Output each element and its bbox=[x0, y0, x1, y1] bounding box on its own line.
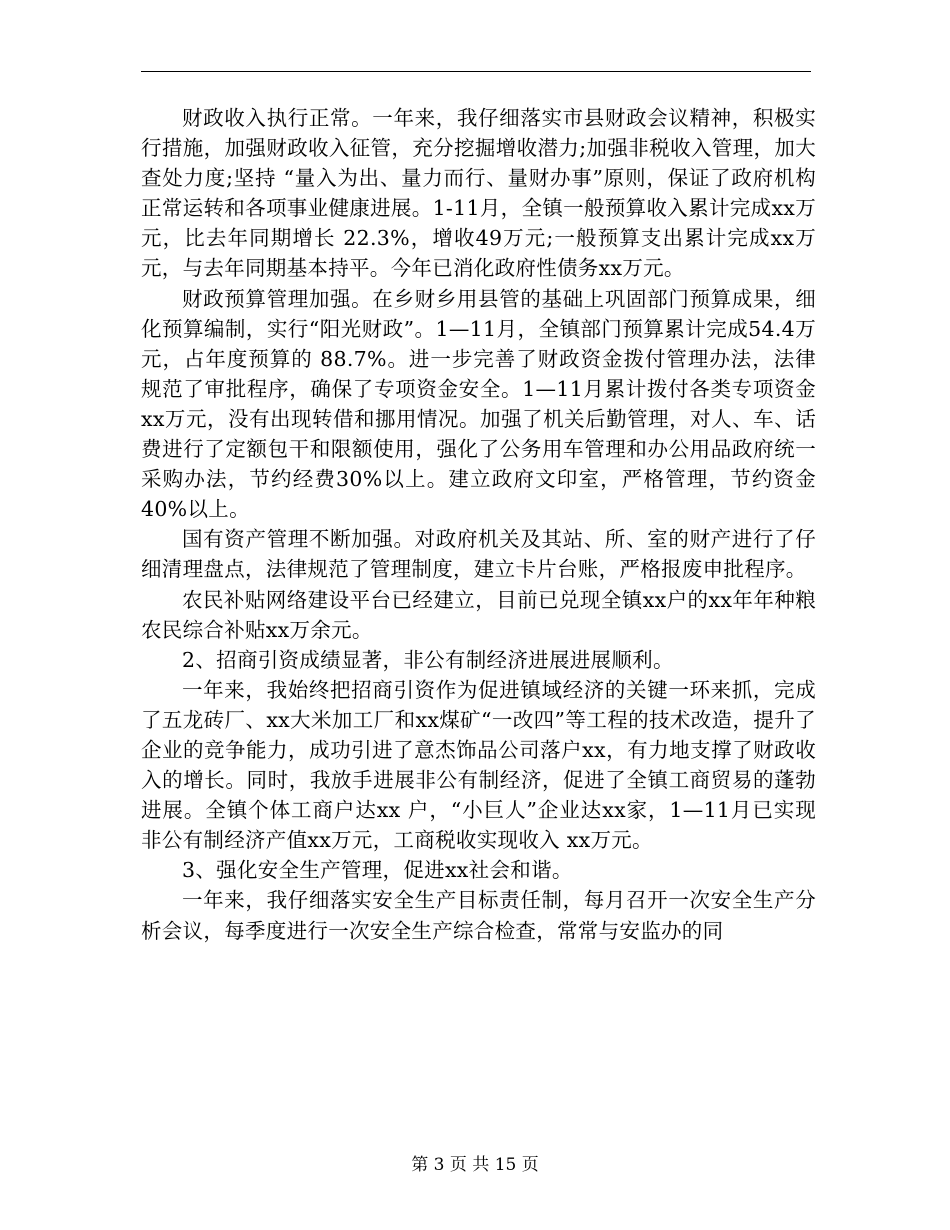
paragraph-investment: 一年来，我始终把招商引资作为促进镇域经济的关键一环来抓，完成了五龙砖厂、xx大米加工厂和xx煤矿“一改四”等工程的技术改造，提升了企业的竞争能力，成功引进了意杰饰品公司落户xx，有力地支撑了财政收入的增长。同时，我放手进展非公有制经济，促进了全镇工商贸易的蓬勃进展。全镇个体工商户达xx 户，“小巨人”企业达xx家，1—11月已实现非公有制经济产值xx万元，工商税收实现收入 xx万元。 bbox=[141, 677, 816, 853]
section-heading-investment: 2、招商引资成绩显著，非公有制经济进展进展顺利。 bbox=[182, 647, 674, 672]
paragraph-budget-management: 财政预算管理加强。在乡财乡用县管的基础上巩固部门预算成果，细化预算编制，实行“阳光财政”。1—11月，全镇部门预算累计完成54.4万元，占年度预算的 88.7%。进一步完善了财政资金拨付管理办法，法律规范了审批程序，确保了专项资金安全。1—11月累计拨付各类专项资金xx万元，没有出现转借和挪用情况。加强了机关后勤管理，对人、车、话费进行了定额包干和限额使用，强化了公务用车管理和办公用品政府统一采购办法，节约经费30%以上。建立政府文印室，严格管理，节约资金40%以上。 bbox=[141, 286, 816, 522]
page-number-footer: 第 3 页 共 15 页 bbox=[411, 1155, 539, 1175]
section-heading-safety: 3、强化安全生产管理，促进xx社会和谐。 bbox=[182, 858, 573, 883]
paragraph-state-assets: 国有资产管理不断加强。对政府机关及其站、所、室的财产进行了仔细清理盘点，法律规范了管理制度，建立卡片台账，严格报废申批程序。 bbox=[141, 527, 816, 582]
document-body bbox=[141, 103, 816, 946]
paragraph-safety: 一年来，我仔细落实安全生产目标责任制，每月召开一次安全生产分析会议，每季度进行一次安全生产综合检查，常常与安监办的同 bbox=[141, 888, 816, 943]
paragraph-farmer-subsidy: 农民补贴网络建设平台已经建立，目前已兑现全镇xx户的xx年年种粮农民综合补贴xx万余元。 bbox=[141, 587, 816, 642]
header-rule bbox=[141, 71, 811, 72]
paragraph-fiscal-revenue: 财政收入执行正常。一年来，我仔细落实市县财政会议精神，积极实行措施，加强财政收入征管，充分挖掘增收潜力;加强非税收入管理，加大查处力度;坚持 “量入为出、量力而行、量财办事”原则，保证了政府机构正常运转和各项事业健康进展。1-11月，全镇一般预算收入累计完成xx万元，比去年同期增长 22.3%，增收49万元;一般预算支出累计完成xx万元，与去年同期基本持平。今年已消化政府性债务xx万元。 bbox=[141, 106, 816, 281]
